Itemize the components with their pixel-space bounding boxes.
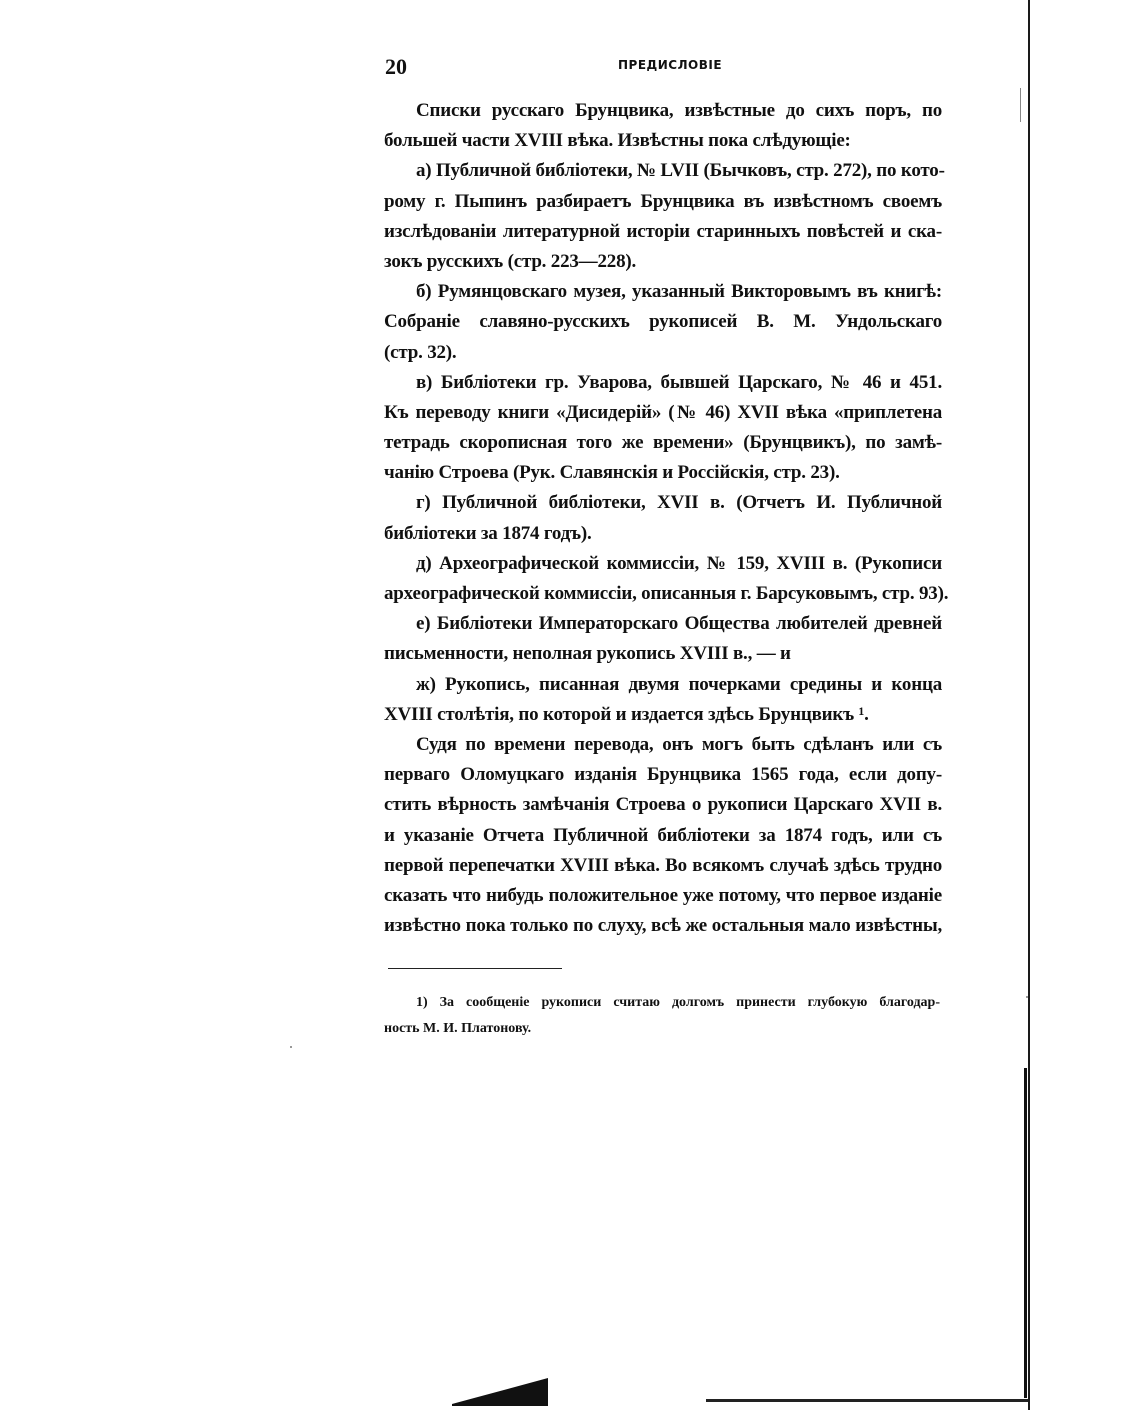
- text-line: библіотеки за 1874 годъ).: [384, 522, 592, 544]
- text-line: д) Археографической коммиссіи, № 159, XVIII в. (Рукописи: [416, 552, 942, 574]
- text-line: и указаніе Отчета Публичной библіотеки за 1874 годъ, или съ: [384, 824, 942, 846]
- paragraph-item-a: [384, 156, 945, 277]
- text-line: зокъ русскихъ (стр. 223—228).: [384, 250, 637, 272]
- text-line: рому г. Пыпинъ разбираетъ Брунцвика въ извѣстномъ своемъ: [384, 190, 942, 212]
- text-line: стить вѣрность замѣчанія Строева о рукописи Царскаго XVII в.: [384, 794, 942, 816]
- paragraph-item-e: [384, 609, 942, 669]
- scan-bottom-edge: [706, 1399, 1028, 1402]
- text-line: XVIII столѣтія, по которой и издается здѣсь Брунцвикъ ¹.: [384, 703, 869, 725]
- paragraph-discussion: [384, 730, 942, 941]
- paragraph-item-v: [384, 368, 942, 489]
- scan-speck: [290, 1046, 292, 1048]
- text-line: Къ переводу книги «Дисидерій» (№ 46) XVII вѣка «приплетена: [384, 401, 942, 423]
- body-text: [384, 96, 949, 941]
- footnote-separator: [388, 968, 562, 969]
- page-number: 20: [385, 54, 407, 79]
- edge-mark: [1020, 88, 1021, 122]
- footnote: [384, 990, 940, 1042]
- text-line: Списки русскаго Брунцвика, извѣстные до сихъ поръ, по: [416, 100, 942, 121]
- text-line: большей части XVIII вѣка. Извѣстны пока слѣдующіе:: [384, 130, 851, 152]
- text-line: Судя по времени перевода, онъ могъ быть сдѣланъ или съ: [416, 733, 942, 755]
- text-line: г) Публичной библіотеки, XVII в. (Отчетъ И. Публичной: [416, 492, 942, 514]
- text-line: изслѣдованіи литературной исторіи старинныхъ повѣстей и ска-: [384, 220, 942, 242]
- footnote-line: ность М. И. Платонову.: [384, 1021, 532, 1036]
- paragraph-item-d: [384, 549, 949, 609]
- paragraph-item-b: [384, 277, 942, 368]
- text-line: б) Румянцовскаго музея, указанный Викторовымъ въ книгѣ:: [416, 281, 942, 303]
- scan-smudge: [452, 1376, 550, 1406]
- paragraph-intro: [384, 96, 942, 156]
- text-line: археографической коммиссіи, описанныя г. Барсуковымъ, стр. 93).: [384, 583, 949, 604]
- text-line: тетрадь скорописная того же времени» (Брунцвикъ), по замѣ-: [384, 432, 942, 454]
- text-line: письменности, неполная рукопись XVIII в., — и: [384, 643, 791, 665]
- text-line: чанію Строева (Рук. Славянскія и Россійскія, стр. 23).: [384, 462, 840, 484]
- edge-mark: [1024, 1068, 1027, 1398]
- text-line: перваго Оломуцкаго изданія Брунцвика 1565 года, если допу-: [384, 764, 942, 786]
- text-line: в) Библіотеки гр. Уварова, бывшей Царскаго, № 46 и 451.: [416, 371, 942, 393]
- footnote-line: 1) За сообщеніе рукописи считаю долгомъ принести глубокую благодар-: [416, 995, 940, 1010]
- running-title: ПРЕДИСЛОВІЕ: [618, 58, 723, 72]
- paragraph-item-g: [384, 488, 942, 548]
- scan-speck: [1026, 996, 1028, 998]
- text-line: первой перепечатки XVIII вѣка. Во всякомъ случаѣ здѣсь трудно: [384, 854, 942, 876]
- text-line: сказать что нибудь положительное уже потому, что первое изданіе: [384, 884, 942, 906]
- text-line: ж) Рукопись, писанная двумя почерками средины и конца: [416, 673, 942, 695]
- text-line: а) Публичной библіотеки, № LVII (Бычковъ, стр. 272), по кото-: [416, 160, 945, 182]
- text-line: (стр. 32).: [384, 341, 457, 363]
- text-line: е) Библіотеки Императорскаго Общества любителей древней: [416, 613, 942, 635]
- text-line: Собраніе славяно-русскихъ рукописей В. М. Ундольскаго: [384, 311, 942, 333]
- paragraph-item-zh: [384, 670, 942, 730]
- text-line: извѣстно пока только по слуху, всѣ же остальныя мало извѣстны,: [384, 915, 942, 937]
- page-edge-shadow: [1028, 0, 1030, 1410]
